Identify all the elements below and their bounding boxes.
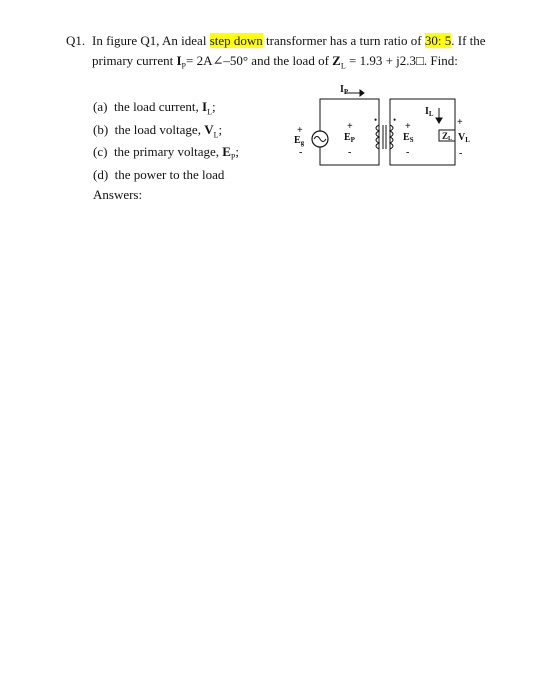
- part-b: [93, 121, 239, 144]
- question-text: primary current: [92, 53, 177, 68]
- part-end: ;: [211, 99, 216, 114]
- subscript: L: [207, 107, 212, 117]
- polarity-dot: •: [374, 115, 378, 125]
- question-text: transformer has a turn ratio of: [262, 33, 425, 48]
- arrowhead: [436, 118, 442, 123]
- label-plus: +: [405, 121, 411, 132]
- label-minus: -: [299, 147, 303, 158]
- subscript: L: [213, 130, 219, 140]
- part-label: (d): [93, 166, 109, 182]
- highlight-turn-ratio: 30: 5: [424, 33, 452, 48]
- question-number: Q1.: [66, 33, 86, 48]
- missing-glyph-box: □: [416, 53, 424, 68]
- label-plus: +: [347, 121, 353, 132]
- polarity-dot: •: [393, 115, 397, 125]
- part-end: ;: [235, 144, 239, 160]
- primary-current-symbol: I: [176, 53, 182, 68]
- part-text: the primary voltage,: [113, 144, 223, 160]
- question-text: = 1.93 + j2.3: [345, 53, 417, 68]
- label-vl: $V_L$: [458, 132, 470, 144]
- question-line-2: [92, 53, 458, 71]
- question-text: In figure Q1, An ideal: [92, 33, 210, 48]
- question-line-1: [92, 33, 486, 49]
- label-zl: ZL: [442, 131, 453, 142]
- part-c: [93, 143, 239, 166]
- subscript: P: [181, 61, 186, 71]
- question-text: . Find:: [423, 53, 458, 68]
- part-text: the power to the load: [114, 166, 225, 182]
- label-plus: +: [457, 117, 463, 128]
- part-symbol: V: [204, 121, 214, 137]
- part-end: ;: [218, 121, 223, 137]
- part-a: [93, 98, 239, 121]
- part-d: [93, 166, 239, 183]
- load-impedance-symbol: Z: [332, 53, 341, 68]
- part-text: the load current,: [113, 99, 203, 114]
- label-minus: -: [406, 147, 410, 158]
- part-symbol: I: [202, 99, 208, 114]
- label-eg: $E_g$: [294, 135, 305, 147]
- answers-label: Answers:: [93, 187, 143, 202]
- transformer-circuit-figure: [287, 83, 487, 173]
- question-parts: [93, 98, 239, 183]
- label-es: $E_S$: [403, 132, 414, 144]
- subscript: P: [230, 152, 236, 162]
- label-minus: -: [459, 148, 463, 159]
- label-ep: $E_P$: [344, 132, 355, 144]
- label-plus: +: [297, 125, 303, 136]
- part-label: (b): [93, 121, 109, 137]
- part-text: the load voltage,: [114, 121, 205, 137]
- label-minus: -: [348, 147, 352, 158]
- part-label: (a): [93, 99, 108, 114]
- part-symbol: E: [222, 144, 231, 160]
- question-text: = 2A∠–50° and the load of: [185, 53, 333, 68]
- label-il: $I_L$: [425, 106, 434, 118]
- part-label: (c): [93, 144, 108, 160]
- label-ip: $I_P$: [340, 84, 349, 96]
- arrowhead: [360, 90, 364, 96]
- question-text: . If the: [451, 33, 486, 48]
- highlight-step-down: step down: [209, 33, 263, 48]
- subscript: L: [340, 61, 346, 71]
